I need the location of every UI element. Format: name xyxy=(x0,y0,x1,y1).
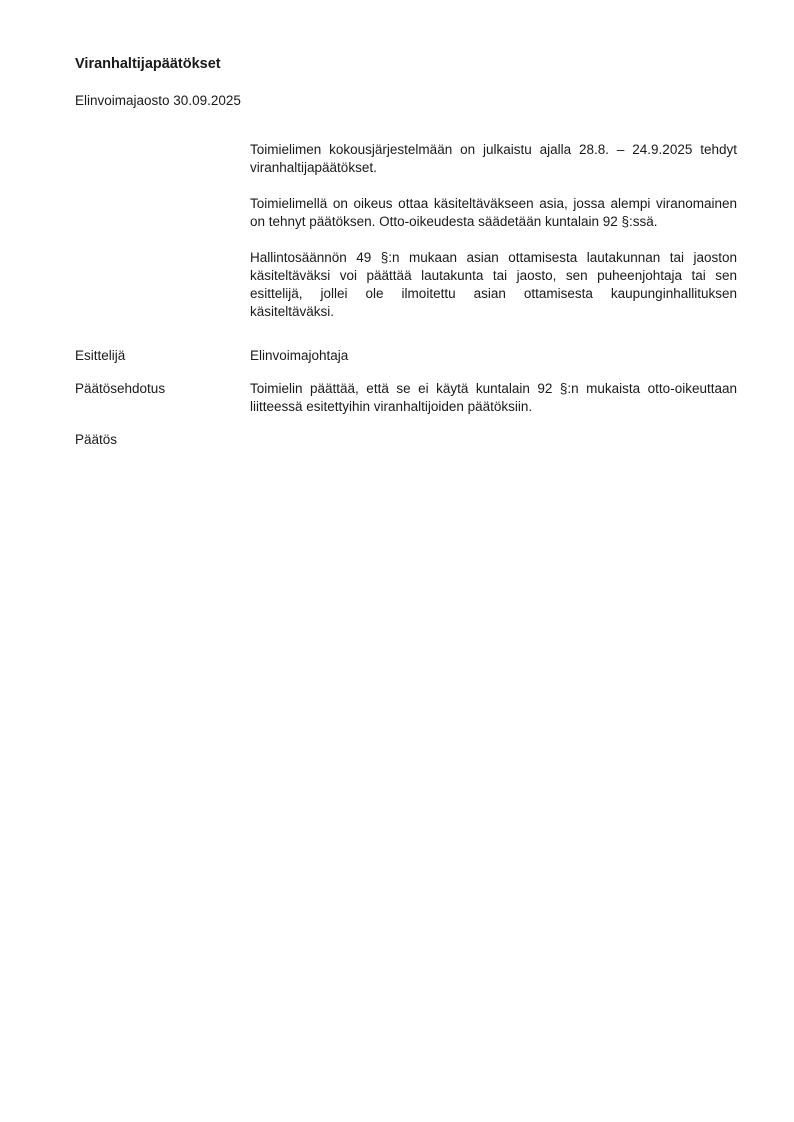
field-value-esittelija: Elinvoimajohtaja xyxy=(250,348,349,363)
field-row-esittelija xyxy=(75,347,737,365)
field-row-paatos xyxy=(75,431,737,449)
document-subtitle: Elinvoimajaosto 30.09.2025 xyxy=(75,93,241,108)
intro-paragraph-3: Hallintosäännön 49 §:n mukaan asian ottamisesta lautakunnan tai jaoston käsiteltäväksi voi päättää lautakunta tai jaosto, sen puheenjohtaja tai sen esittelijä, jollei ole ilmoitettu asian ottamisesta kaupunginhallituksen käsiteltäväksi. xyxy=(250,250,737,319)
document-title: Viranhaltijapäätökset xyxy=(75,56,221,72)
field-row-paatosehdotus xyxy=(75,380,737,416)
field-label-esittelija: Esittelijä xyxy=(75,348,126,363)
field-label-paatosehdotus: Päätösehdotus xyxy=(75,381,166,396)
field-value-paatosehdotus: Toimielin päättää, että se ei käytä kuntalain 92 §:n mukaista otto-oikeuttaan liitteessä esitettyihin viranhaltijoiden päätöksiin. xyxy=(250,381,737,414)
document-body xyxy=(75,141,737,449)
intro-paragraph-1: Toimielimen kokousjärjestelmään on julkaistu ajalla 28.8. – 24.9.2025 tehdyt viranhaltijapäätökset. xyxy=(250,142,737,175)
intro-paragraph-2: Toimielimellä on oikeus ottaa käsiteltäväkseen asia, jossa alempi viranomainen on tehnyt päätöksen. Otto-oikeudesta säädetään kuntalain 92 §:ssä. xyxy=(250,196,737,229)
field-label-paatos: Päätös xyxy=(75,432,118,447)
intro-paragraphs xyxy=(250,141,737,321)
intro-section xyxy=(75,141,737,321)
